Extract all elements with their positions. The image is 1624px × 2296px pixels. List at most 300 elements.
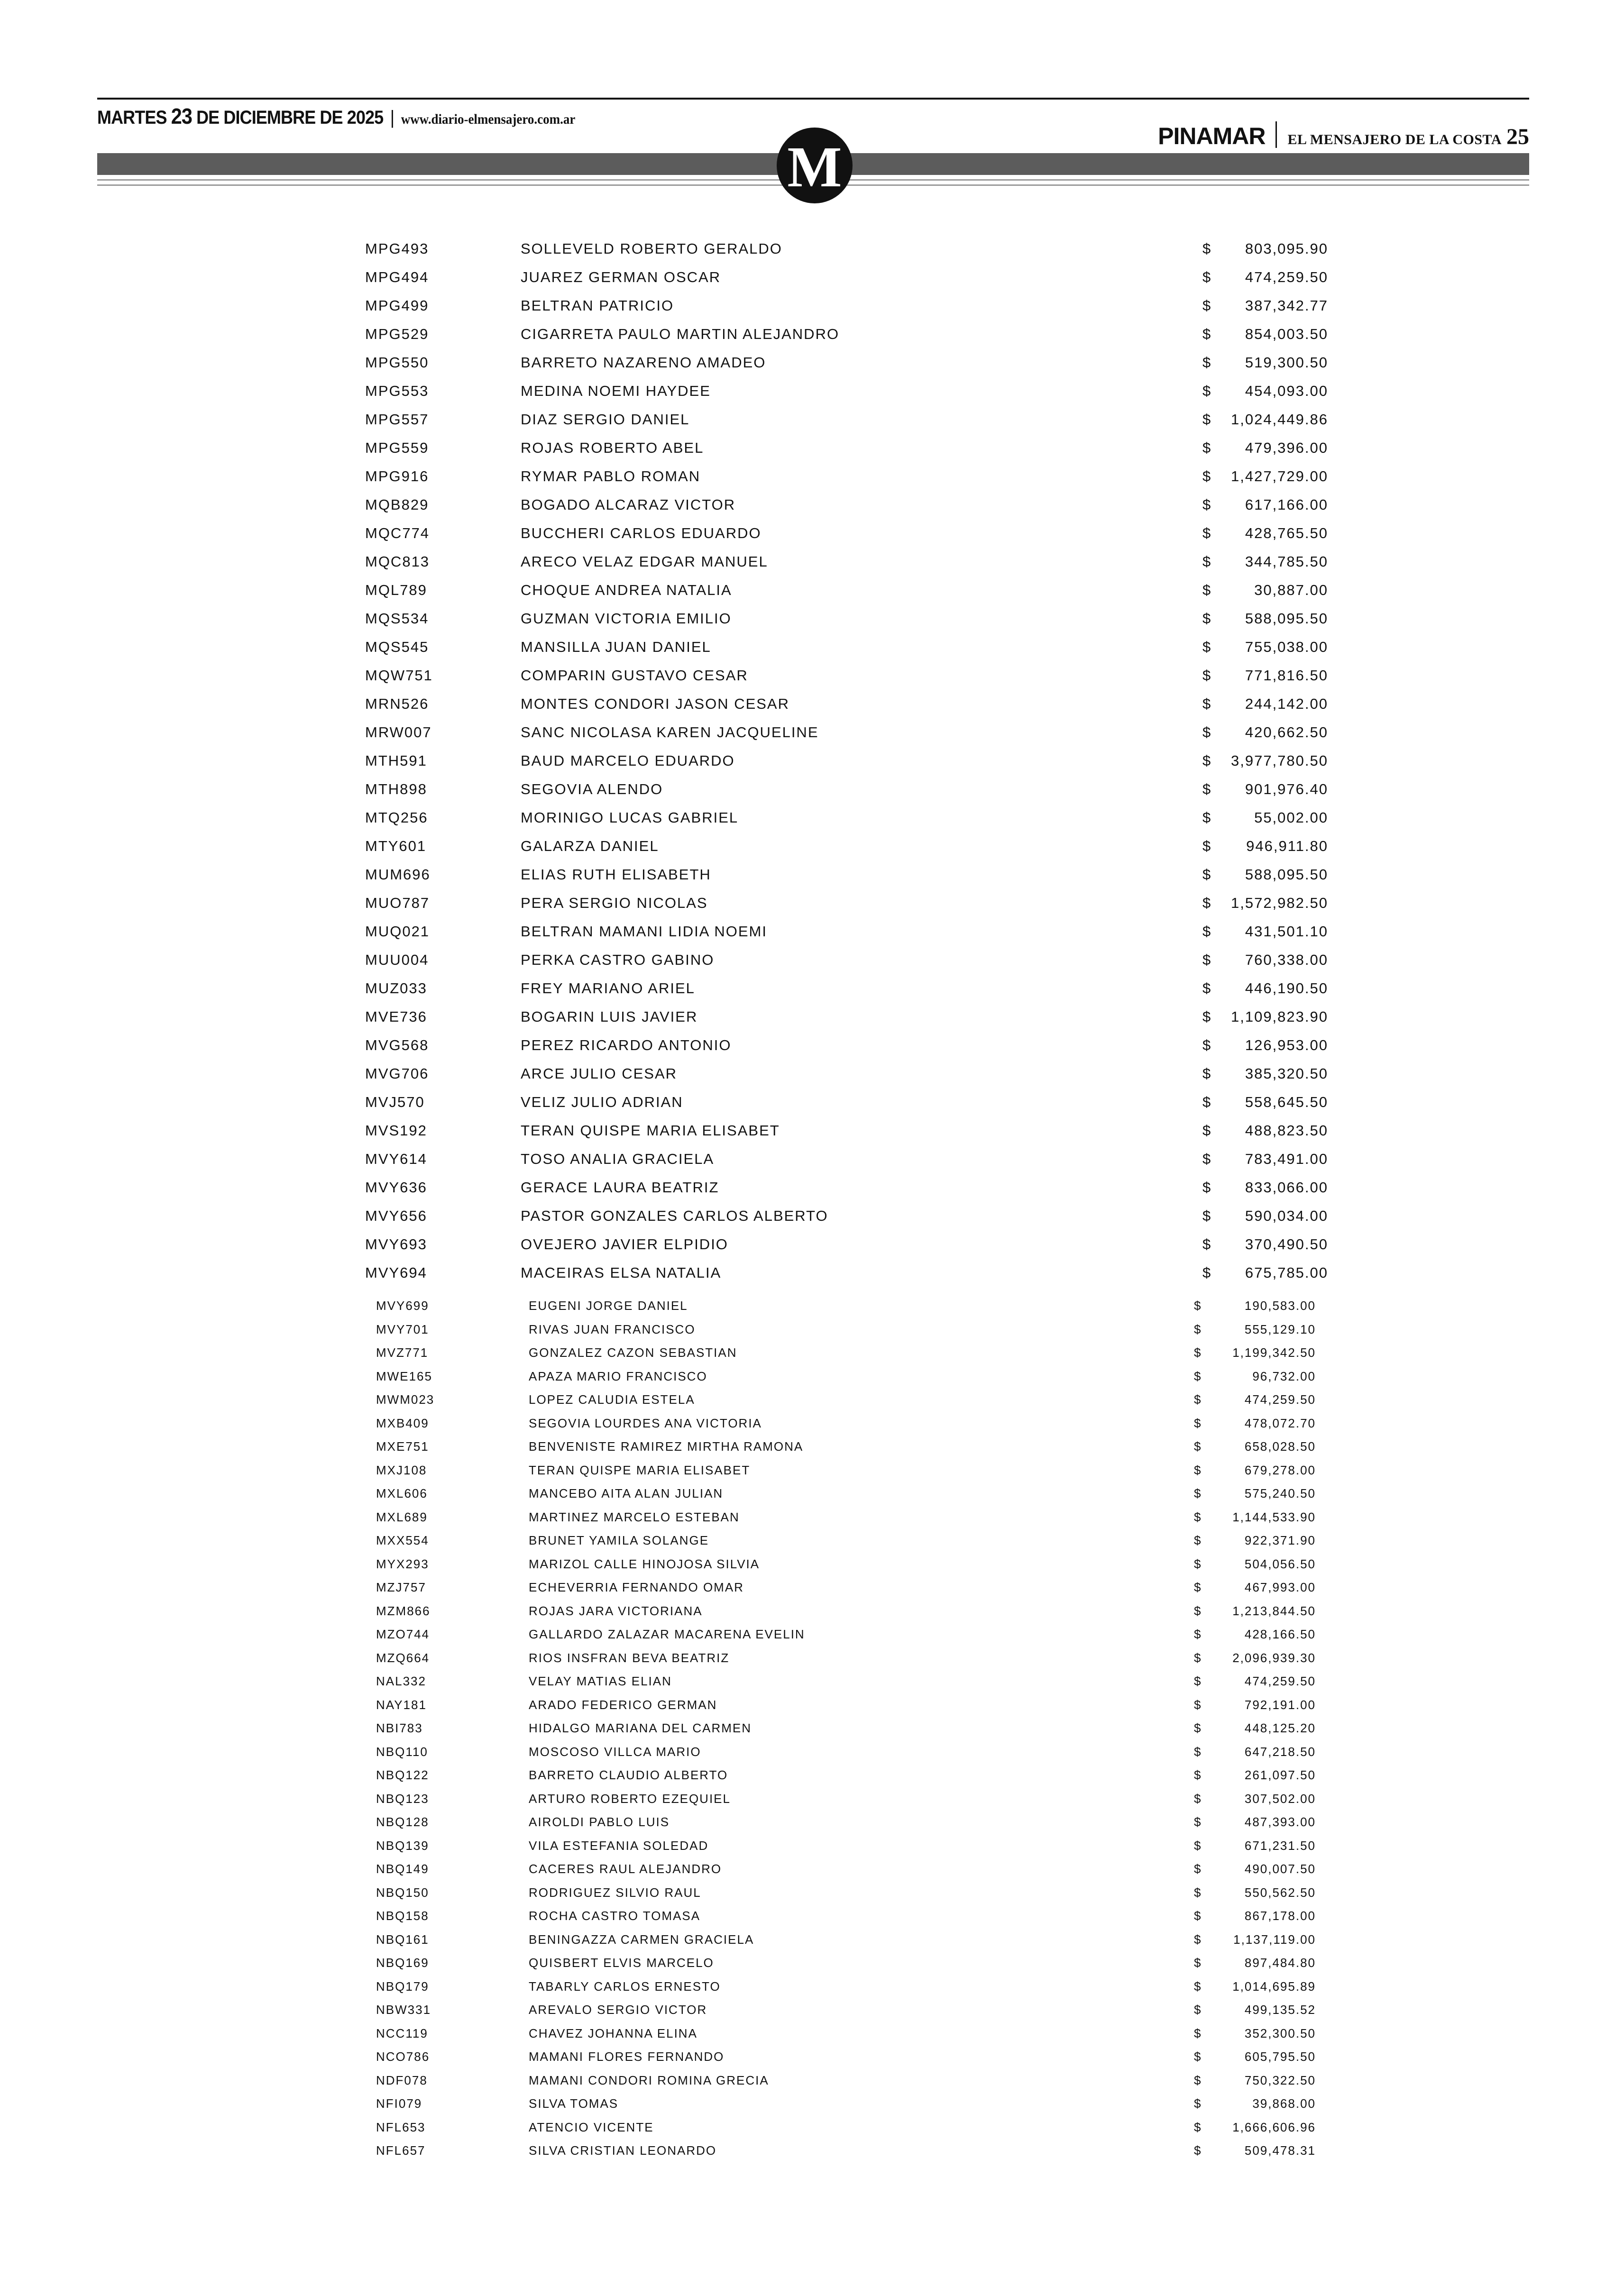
record-row: [0, 1482, 1624, 1506]
record-code: MVY701: [376, 1322, 429, 1336]
record-amount: 370,490.50: [1245, 1236, 1328, 1253]
record-amount: 854,003.50: [1245, 326, 1328, 342]
record-code: MXE751: [376, 1439, 429, 1454]
record-name: MARIZOL CALLE HINOJOSA SILVIA: [529, 1556, 760, 1571]
record-row: [0, 348, 1624, 377]
record-name: BARRETO NAZARENO AMADEO: [521, 354, 766, 371]
record-amount: 261,097.50: [1244, 1768, 1316, 1782]
currency-symbol: $: [1194, 1439, 1202, 1454]
record-name: PERKA CASTRO GABINO: [521, 951, 715, 968]
currency-symbol: $: [1194, 2120, 1202, 2134]
record-code: MVY614: [365, 1151, 427, 1167]
record-code: MZJ757: [376, 1580, 426, 1594]
record-row: [0, 1811, 1624, 1834]
record-amount: 897,484.80: [1244, 1956, 1316, 1970]
records-list-small: [0, 1294, 1624, 2163]
date-separator: |: [390, 107, 395, 128]
currency-symbol: $: [1194, 1674, 1202, 1688]
record-name: BOGARIN LUIS JAVIER: [521, 1008, 698, 1025]
record-code: MRW007: [365, 724, 432, 741]
record-amount: 190,583.00: [1244, 1299, 1316, 1313]
record-amount: 519,300.50: [1245, 354, 1328, 371]
record-code: NBQ128: [376, 1815, 429, 1829]
record-row: [0, 377, 1624, 405]
record-name: GUZMAN VICTORIA EMILIO: [521, 610, 732, 627]
currency-symbol: $: [1202, 752, 1212, 769]
record-amount: 679,278.00: [1244, 1463, 1316, 1477]
record-name: MEDINA NOEMI HAYDEE: [521, 383, 711, 399]
record-row: [0, 1435, 1624, 1459]
record-amount: 803,095.90: [1245, 240, 1328, 257]
record-name: BUCCHERI CARLOS EDUARDO: [521, 525, 762, 541]
currency-symbol: $: [1202, 468, 1212, 485]
record-row: [0, 1787, 1624, 1811]
record-code: NBQ123: [376, 1791, 429, 1806]
currency-symbol: $: [1202, 1151, 1212, 1167]
record-code: MVY636: [365, 1179, 427, 1196]
record-row: [0, 1881, 1624, 1905]
currency-symbol: $: [1194, 2073, 1202, 2087]
currency-symbol: $: [1202, 1037, 1212, 1053]
record-row: [0, 1670, 1624, 1693]
record-name: ELIAS RUTH ELISABETH: [521, 866, 711, 883]
record-amount: 428,166.50: [1244, 1627, 1316, 1641]
record-code: NCC119: [376, 2026, 428, 2040]
header-divider: [1275, 121, 1277, 148]
record-row: [0, 1740, 1624, 1764]
date-month-year: DE DICIEMBRE DE 2025: [196, 107, 384, 128]
records-list: [0, 235, 1624, 2163]
record-row: [0, 718, 1624, 747]
currency-symbol: $: [1194, 1932, 1202, 1947]
record-name: HIDALGO MARIANA DEL CARMEN: [529, 1721, 752, 1735]
currency-symbol: $: [1202, 1179, 1212, 1196]
record-code: MPG553: [365, 383, 429, 399]
record-code: MTQ256: [365, 809, 428, 826]
record-amount: 675,785.00: [1245, 1264, 1328, 1281]
record-row: [0, 1975, 1624, 1999]
header-top-rule: [97, 98, 1529, 100]
record-code: MZM866: [376, 1603, 431, 1618]
record-row: [0, 576, 1624, 604]
currency-symbol: $: [1194, 1744, 1202, 1759]
record-code: MPG557: [365, 411, 429, 428]
record-name: GALARZA DANIEL: [521, 838, 659, 854]
record-code: MWE165: [376, 1369, 432, 1383]
record-name: ARCE JULIO CESAR: [521, 1065, 678, 1082]
record-name: ROJAS JARA VICTORIANA: [529, 1603, 703, 1618]
record-name: QUISBERT ELVIS MARCELO: [529, 1956, 714, 1970]
currency-symbol: $: [1202, 496, 1212, 513]
currency-symbol: $: [1202, 582, 1212, 598]
record-code: MPG529: [365, 326, 429, 342]
record-name: CACERES RAUL ALEJANDRO: [529, 1862, 722, 1876]
currency-symbol: $: [1202, 809, 1212, 826]
currency-symbol: $: [1194, 1838, 1202, 1853]
record-amount: 1,137,119.00: [1233, 1932, 1316, 1947]
record-code: NBQ179: [376, 1979, 429, 1994]
record-code: NBQ150: [376, 1885, 429, 1900]
record-row: [0, 2116, 1624, 2140]
date-weekday: MARTES: [97, 107, 167, 128]
record-name: CHAVEZ JOHANNA ELINA: [529, 2026, 697, 2040]
website-link[interactable]: www.diario-elmensajero.com.ar: [401, 111, 576, 127]
record-row: [0, 1145, 1624, 1173]
record-name: MAMANI FLORES FERNANDO: [529, 2049, 725, 2064]
record-row: [0, 462, 1624, 491]
record-amount: 867,178.00: [1244, 1909, 1316, 1923]
record-name: EUGENI JORGE DANIEL: [529, 1299, 688, 1313]
record-name: FREY MARIANO ARIEL: [521, 980, 695, 997]
record-row: [0, 1088, 1624, 1116]
record-row: [0, 1294, 1624, 1318]
record-amount: 1,024,449.86: [1230, 411, 1328, 428]
record-amount: 575,240.50: [1244, 1486, 1316, 1500]
record-name: TERAN QUISPE MARIA ELISABET: [529, 1463, 751, 1477]
record-code: MVY693: [365, 1236, 427, 1253]
record-row: [0, 2092, 1624, 2116]
currency-symbol: $: [1194, 2003, 1202, 2017]
record-code: NBQ161: [376, 1932, 429, 1947]
record-name: RYMAR PABLO ROMAN: [521, 468, 701, 485]
record-amount: 55,002.00: [1254, 809, 1328, 826]
record-name: VILA ESTEFANIA SOLEDAD: [529, 1838, 709, 1853]
record-name: COMPARIN GUSTAVO CESAR: [521, 667, 748, 684]
currency-symbol: $: [1202, 866, 1212, 883]
record-amount: 352,300.50: [1244, 2026, 1316, 2040]
currency-symbol: $: [1202, 695, 1212, 712]
currency-symbol: $: [1194, 1299, 1202, 1313]
record-amount: 1,427,729.00: [1230, 468, 1328, 485]
record-amount: 671,231.50: [1244, 1838, 1316, 1853]
record-amount: 1,572,982.50: [1230, 895, 1328, 911]
record-name: SILVA TOMAS: [529, 2096, 619, 2111]
currency-symbol: $: [1202, 724, 1212, 741]
record-code: MZO744: [376, 1627, 430, 1641]
record-row: [0, 1600, 1624, 1623]
currency-symbol: $: [1194, 2096, 1202, 2111]
record-code: MPG550: [365, 354, 429, 371]
currency-symbol: $: [1202, 1207, 1212, 1224]
record-row: [0, 690, 1624, 718]
record-row: [0, 832, 1624, 860]
issue-date-line: [97, 103, 575, 129]
record-amount: 550,562.50: [1244, 1885, 1316, 1900]
record-name: VELIZ JULIO ADRIAN: [521, 1094, 683, 1110]
record-code: MPG559: [365, 439, 429, 456]
record-name: APAZA MARIO FRANCISCO: [529, 1369, 707, 1383]
currency-symbol: $: [1194, 1392, 1202, 1407]
record-row: [0, 1230, 1624, 1259]
record-row: [0, 1259, 1624, 1287]
record-code: MZQ664: [376, 1650, 430, 1665]
record-name: ROJAS ROBERTO ABEL: [521, 439, 704, 456]
currency-symbol: $: [1202, 240, 1212, 257]
currency-symbol: $: [1202, 980, 1212, 997]
record-code: NBI783: [376, 1721, 423, 1735]
record-amount: 2,096,939.30: [1232, 1650, 1316, 1665]
record-row: [0, 491, 1624, 519]
record-row: [0, 1116, 1624, 1145]
currency-symbol: $: [1194, 1650, 1202, 1665]
currency-symbol: $: [1194, 1815, 1202, 1829]
record-row: [0, 1764, 1624, 1787]
record-code: MTY601: [365, 838, 427, 854]
record-row: [0, 1576, 1624, 1600]
currency-symbol: $: [1194, 1721, 1202, 1735]
record-code: NFL657: [376, 2143, 426, 2158]
record-name: BAUD MARCELO EDUARDO: [521, 752, 735, 769]
record-code: NAL332: [376, 1674, 426, 1688]
record-name: SANC NICOLASA KAREN JACQUELINE: [521, 724, 819, 741]
record-amount: 39,868.00: [1252, 2096, 1316, 2111]
currency-symbol: $: [1202, 354, 1212, 371]
record-row: [0, 1365, 1624, 1389]
record-name: AIROLDI PABLO LUIS: [529, 1815, 670, 1829]
record-name: MORINIGO LUCAS GABRIEL: [521, 809, 739, 826]
record-name: ATENCIO VICENTE: [529, 2120, 654, 2134]
record-amount: 504,056.50: [1244, 1556, 1316, 1571]
currency-symbol: $: [1202, 1008, 1212, 1025]
record-amount: 755,038.00: [1245, 639, 1328, 655]
currency-symbol: $: [1194, 1580, 1202, 1594]
record-code: MVY699: [376, 1299, 429, 1313]
currency-symbol: $: [1194, 1369, 1202, 1383]
record-code: MQS545: [365, 639, 429, 655]
record-row: [0, 2069, 1624, 2093]
record-name: RODRIGUEZ SILVIO RAUL: [529, 1885, 701, 1900]
record-row: [0, 434, 1624, 462]
record-amount: 617,166.00: [1245, 496, 1328, 513]
currency-symbol: $: [1202, 411, 1212, 428]
record-code: MQL789: [365, 582, 427, 598]
record-name: JUAREZ GERMAN OSCAR: [521, 269, 721, 285]
record-row: [0, 2139, 1624, 2163]
record-row: [0, 604, 1624, 633]
record-amount: 509,478.31: [1244, 2143, 1316, 2158]
record-row: [0, 1060, 1624, 1088]
record-amount: 750,322.50: [1244, 2073, 1316, 2087]
record-row: [0, 633, 1624, 661]
record-amount: 922,371.90: [1244, 1533, 1316, 1547]
record-code: MVG706: [365, 1065, 429, 1082]
record-name: TOSO ANALIA GRACIELA: [521, 1151, 715, 1167]
record-name: GALLARDO ZALAZAR MACARENA EVELIN: [529, 1627, 805, 1641]
record-row: [0, 860, 1624, 889]
record-code: MVY656: [365, 1207, 427, 1224]
currency-symbol: $: [1202, 639, 1212, 655]
record-name: GERACE LAURA BEATRIZ: [521, 1179, 719, 1196]
record-amount: 946,911.80: [1246, 838, 1328, 854]
currency-symbol: $: [1202, 951, 1212, 968]
record-name: MAMANI CONDORI ROMINA GRECIA: [529, 2073, 769, 2087]
record-row: [0, 775, 1624, 804]
record-name: MONTES CONDORI JASON CESAR: [521, 695, 789, 712]
record-name: TERAN QUISPE MARIA ELISABET: [521, 1122, 780, 1139]
record-name: BELTRAN PATRICIO: [521, 297, 674, 314]
record-amount: 467,993.00: [1244, 1580, 1316, 1594]
record-name: MANCEBO AITA ALAN JULIAN: [529, 1486, 724, 1500]
record-amount: 474,259.50: [1244, 1392, 1316, 1407]
record-name: BRUNET YAMILA SOLANGE: [529, 1533, 709, 1547]
record-row: [0, 917, 1624, 946]
currency-symbol: $: [1194, 1697, 1202, 1712]
record-code: MVG568: [365, 1037, 429, 1053]
record-name: SEGOVIA LOURDES ANA VICTORIA: [529, 1416, 762, 1430]
record-row: [0, 1173, 1624, 1202]
record-row: [0, 804, 1624, 832]
currency-symbol: $: [1194, 1533, 1202, 1547]
record-amount: 1,666,606.96: [1232, 2120, 1316, 2134]
record-code: MPG493: [365, 240, 429, 257]
record-amount: 1,014,695.89: [1232, 1979, 1316, 1994]
currency-symbol: $: [1202, 439, 1212, 456]
record-row: [0, 1928, 1624, 1952]
record-amount: 1,213,844.50: [1232, 1603, 1316, 1618]
record-code: MUM696: [365, 866, 431, 883]
record-amount: 307,502.00: [1244, 1791, 1316, 1806]
currency-symbol: $: [1202, 1094, 1212, 1110]
currency-symbol: $: [1194, 1979, 1202, 1994]
currency-symbol: $: [1202, 781, 1212, 797]
record-name: MANSILLA JUAN DANIEL: [521, 639, 711, 655]
currency-symbol: $: [1202, 269, 1212, 285]
record-row: [0, 1031, 1624, 1060]
currency-symbol: $: [1194, 1862, 1202, 1876]
record-amount: 1,199,342.50: [1232, 1345, 1316, 1360]
record-row: [0, 1717, 1624, 1740]
record-amount: 474,259.50: [1244, 1674, 1316, 1688]
currency-symbol: $: [1202, 667, 1212, 684]
record-code: MQW751: [365, 667, 433, 684]
record-name: BELTRAN MAMANI LIDIA NOEMI: [521, 923, 767, 940]
record-code: MTH591: [365, 752, 427, 769]
record-row: [0, 1553, 1624, 1576]
record-name: SEGOVIA ALENDO: [521, 781, 663, 797]
record-name: PERA SERGIO NICOLAS: [521, 895, 708, 911]
record-amount: 588,095.50: [1245, 610, 1328, 627]
record-code: MQB829: [365, 496, 429, 513]
page-header-right: [1158, 118, 1529, 150]
record-amount: 558,645.50: [1245, 1094, 1328, 1110]
record-code: MQS534: [365, 610, 429, 627]
currency-symbol: $: [1202, 1264, 1212, 1281]
record-amount: 3,977,780.50: [1230, 752, 1328, 769]
record-amount: 387,342.77: [1245, 297, 1328, 314]
newspaper-name: EL MENSAJERO DE LA COSTA: [1287, 132, 1502, 147]
record-amount: 488,823.50: [1245, 1122, 1328, 1139]
section-title: PINAMAR: [1158, 123, 1266, 149]
currency-symbol: $: [1202, 1065, 1212, 1082]
record-code: MWM023: [376, 1392, 435, 1407]
record-amount: 126,953.00: [1245, 1037, 1328, 1053]
record-row: [0, 320, 1624, 348]
record-code: NFL653: [376, 2120, 426, 2134]
record-code: NBQ158: [376, 1909, 429, 1923]
record-name: SILVA CRISTIAN LEONARDO: [529, 2143, 717, 2158]
record-amount: 760,338.00: [1245, 951, 1328, 968]
record-row: [0, 292, 1624, 320]
currency-symbol: $: [1194, 1556, 1202, 1571]
record-amount: 448,125.20: [1244, 1721, 1316, 1735]
record-code: MXL606: [376, 1486, 428, 1500]
record-row: [0, 1998, 1624, 2022]
record-name: ECHEVERRIA FERNANDO OMAR: [529, 1580, 744, 1594]
record-row: [0, 1506, 1624, 1529]
record-row: [0, 1529, 1624, 1553]
record-row: [0, 1003, 1624, 1031]
record-code: NDF078: [376, 2073, 428, 2087]
record-name: PASTOR GONZALES CARLOS ALBERTO: [521, 1207, 828, 1224]
record-row: [0, 519, 1624, 548]
record-row: [0, 1412, 1624, 1436]
record-amount: 344,785.50: [1245, 553, 1328, 570]
record-amount: 792,191.00: [1244, 1697, 1316, 1712]
record-amount: 490,007.50: [1244, 1862, 1316, 1876]
record-amount: 771,816.50: [1245, 667, 1328, 684]
logo-letter: M: [787, 135, 842, 199]
record-amount: 1,109,823.90: [1230, 1008, 1328, 1025]
record-amount: 428,765.50: [1245, 525, 1328, 541]
record-name: LOPEZ CALUDIA ESTELA: [529, 1392, 695, 1407]
record-code: MUQ021: [365, 923, 430, 940]
record-amount: 901,976.40: [1245, 781, 1328, 797]
record-code: MVJ570: [365, 1094, 425, 1110]
record-amount: 431,501.10: [1245, 923, 1328, 940]
record-row: [0, 1693, 1624, 1717]
record-name: GONZALEZ CAZON SEBASTIAN: [529, 1345, 737, 1360]
record-code: MYX293: [376, 1556, 429, 1571]
record-name: MARTINEZ MARCELO ESTEBAN: [529, 1509, 740, 1524]
page-number: 25: [1506, 124, 1529, 149]
record-name: VELAY MATIAS ELIAN: [529, 1674, 672, 1688]
record-code: MXJ108: [376, 1463, 427, 1477]
currency-symbol: $: [1194, 1956, 1202, 1970]
record-name: DIAZ SERGIO DANIEL: [521, 411, 690, 428]
record-code: MRN526: [365, 695, 429, 712]
record-row: [0, 235, 1624, 263]
record-row: [0, 661, 1624, 690]
record-code: MVS192: [365, 1122, 427, 1139]
record-name: BARRETO CLAUDIO ALBERTO: [529, 1768, 728, 1782]
record-row: [0, 263, 1624, 292]
currency-symbol: $: [1202, 326, 1212, 342]
currency-symbol: $: [1194, 1768, 1202, 1782]
record-amount: 96,732.00: [1252, 1369, 1316, 1383]
record-code: MQC774: [365, 525, 430, 541]
record-code: MPG499: [365, 297, 429, 314]
list-spacer: [0, 1287, 1624, 1294]
record-code: MXX554: [376, 1533, 429, 1547]
currency-symbol: $: [1202, 553, 1212, 570]
record-amount: 479,396.00: [1245, 439, 1328, 456]
record-row: [0, 1951, 1624, 1975]
currency-symbol: $: [1194, 1322, 1202, 1336]
record-name: ARTURO ROBERTO EZEQUIEL: [529, 1791, 731, 1806]
record-amount: 30,887.00: [1254, 582, 1328, 598]
record-row: [0, 946, 1624, 974]
currency-symbol: $: [1202, 923, 1212, 940]
record-row: [0, 1202, 1624, 1230]
record-code: NBQ139: [376, 1838, 429, 1853]
record-row: [0, 1388, 1624, 1412]
record-name: RIVAS JUAN FRANCISCO: [529, 1322, 696, 1336]
record-row: [0, 1904, 1624, 1928]
record-code: NCO786: [376, 2049, 430, 2064]
record-amount: 385,320.50: [1245, 1065, 1328, 1082]
record-row: [0, 1834, 1624, 1858]
currency-symbol: $: [1194, 1345, 1202, 1360]
